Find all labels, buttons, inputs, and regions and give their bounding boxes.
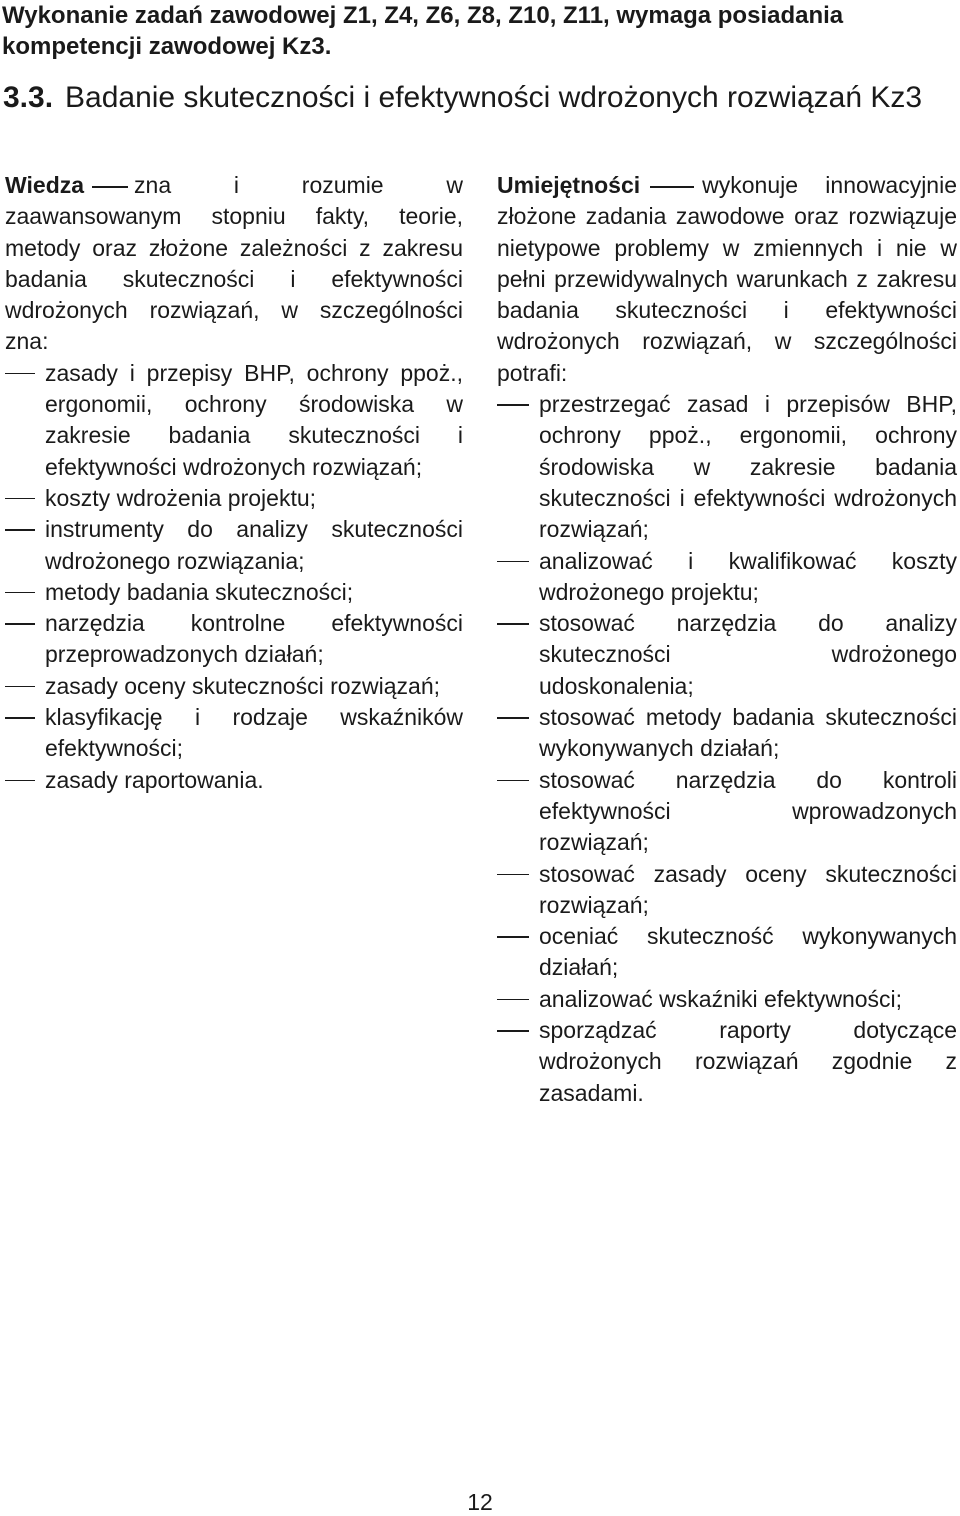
list-item-text: zasady raportowania. bbox=[45, 766, 264, 793]
skills-intro-text: wykonuje innowacyjnie złożone zadania zawodowe oraz rozwiązuje nietypowe problemy w zmiennych i nie w pełni przewidywalnych warunkach z zakresu badania skuteczności i efektywności wdrożonych rozwiązań, w szczególności potrafi: bbox=[497, 172, 957, 386]
list-item-text: stosować narzędzia do kontroli efektywności wprowadzonych rozwiązań; bbox=[539, 766, 957, 856]
knowledge-column bbox=[5, 170, 463, 796]
list-item bbox=[497, 859, 957, 922]
list-item-text: zasady oceny skuteczności rozwiązań; bbox=[45, 672, 441, 699]
list-item bbox=[497, 702, 957, 765]
section-number: 3.3. bbox=[3, 81, 54, 114]
dash-separator bbox=[92, 186, 128, 188]
list-item-text: zasady i przepisy BHP, ochrony ppoż., ergonomii, ochrony środowiska w zakresie badania skuteczności i efektywności wdrożonych rozwiązań; bbox=[45, 359, 463, 480]
dash-bullet bbox=[5, 529, 35, 531]
dash-bullet bbox=[5, 780, 35, 782]
list-item-text: koszty wdrożenia projektu; bbox=[45, 484, 317, 511]
knowledge-intro-text: zna i rozumie w zaawansowanym stopniu fakty, teorie, metody oraz złożone zależności z zakresu badania skuteczności i efektywności wdrożonych rozwiązań, w szczególności zna: bbox=[5, 172, 463, 355]
list-item bbox=[497, 984, 957, 1015]
skills-list bbox=[497, 389, 957, 1109]
list-item-text: analizować i kwalifikować koszty wdrożonego projektu; bbox=[539, 547, 957, 605]
list-item-text: instrumenty do analizy skuteczności wdrożonego rozwiązania; bbox=[45, 516, 463, 574]
dash-bullet bbox=[497, 936, 529, 938]
dash-bullet bbox=[497, 999, 529, 1001]
list-item bbox=[5, 483, 463, 514]
dash-bullet bbox=[497, 404, 529, 406]
list-item-text: analizować wskaźniki efektywności; bbox=[539, 985, 903, 1012]
dash-bullet bbox=[497, 717, 529, 719]
list-item bbox=[497, 1015, 957, 1109]
list-item bbox=[5, 577, 463, 608]
dash-bullet bbox=[497, 623, 529, 625]
page-number: 12 bbox=[467, 1489, 493, 1515]
section-title-text: Badanie skuteczności i efektywności wdrożonych rozwiązań Kz3 bbox=[65, 81, 923, 114]
list-item bbox=[5, 671, 463, 702]
list-item bbox=[5, 765, 463, 796]
dash-bullet bbox=[5, 592, 35, 594]
knowledge-lead: Wiedza bbox=[5, 172, 85, 198]
dash-bullet bbox=[5, 373, 35, 375]
list-item bbox=[497, 765, 957, 859]
page-header: Wykonanie zadań zawodowej Z1, Z4, Z6, Z8, Z10, Z11, wymaga posiadania kompetencji zawodowej Kz3. bbox=[2, 2, 844, 60]
dash-bullet bbox=[5, 623, 35, 625]
list-item bbox=[497, 546, 957, 609]
dash-bullet bbox=[5, 498, 35, 500]
list-item-text: sporządzać raporty dotyczące wdrożonych rozwiązań zgodnie z zasadami. bbox=[539, 1017, 957, 1106]
skills-intro bbox=[497, 170, 957, 389]
dash-bullet bbox=[497, 1030, 529, 1032]
dash-separator bbox=[650, 186, 694, 188]
list-item-text: klasyfikację i rodzaje wskaźników efektywności; bbox=[45, 704, 463, 762]
dash-bullet bbox=[497, 780, 529, 782]
section-title bbox=[3, 78, 945, 117]
dash-bullet bbox=[497, 874, 529, 876]
dash-bullet bbox=[497, 561, 529, 563]
knowledge-list bbox=[5, 358, 463, 796]
list-item-text: narzędzia kontrolne efektywności przeprowadzonych działań; bbox=[45, 610, 463, 668]
skills-lead: Umiejętności bbox=[497, 172, 641, 198]
list-item-text: oceniać skuteczność wykonywanych działań; bbox=[539, 923, 957, 981]
knowledge-intro bbox=[5, 170, 463, 358]
list-item-text: stosować zasady oceny skuteczności rozwiązań; bbox=[539, 860, 957, 918]
list-item bbox=[497, 389, 957, 545]
list-item-text: stosować narzędzia do analizy skuteczności wdrożonego udoskonalenia; bbox=[539, 610, 957, 699]
list-item-text: metody badania skuteczności; bbox=[45, 578, 354, 605]
list-item-text: przestrzegać zasad i przepisów BHP, ochrony ppoż., ergonomii, ochrony środowiska w zakresie badania skuteczności i efektywności wdrożonych rozwiązań; bbox=[539, 391, 957, 543]
list-item bbox=[497, 921, 957, 984]
list-item bbox=[497, 608, 957, 702]
dash-bullet bbox=[5, 686, 35, 688]
list-item-text: stosować metody badania skuteczności wykonywanych działań; bbox=[539, 704, 957, 762]
list-item bbox=[5, 358, 463, 483]
list-item bbox=[5, 608, 463, 671]
list-item bbox=[5, 514, 463, 577]
skills-column bbox=[497, 170, 957, 1109]
dash-bullet bbox=[5, 717, 35, 719]
list-item bbox=[5, 702, 463, 765]
